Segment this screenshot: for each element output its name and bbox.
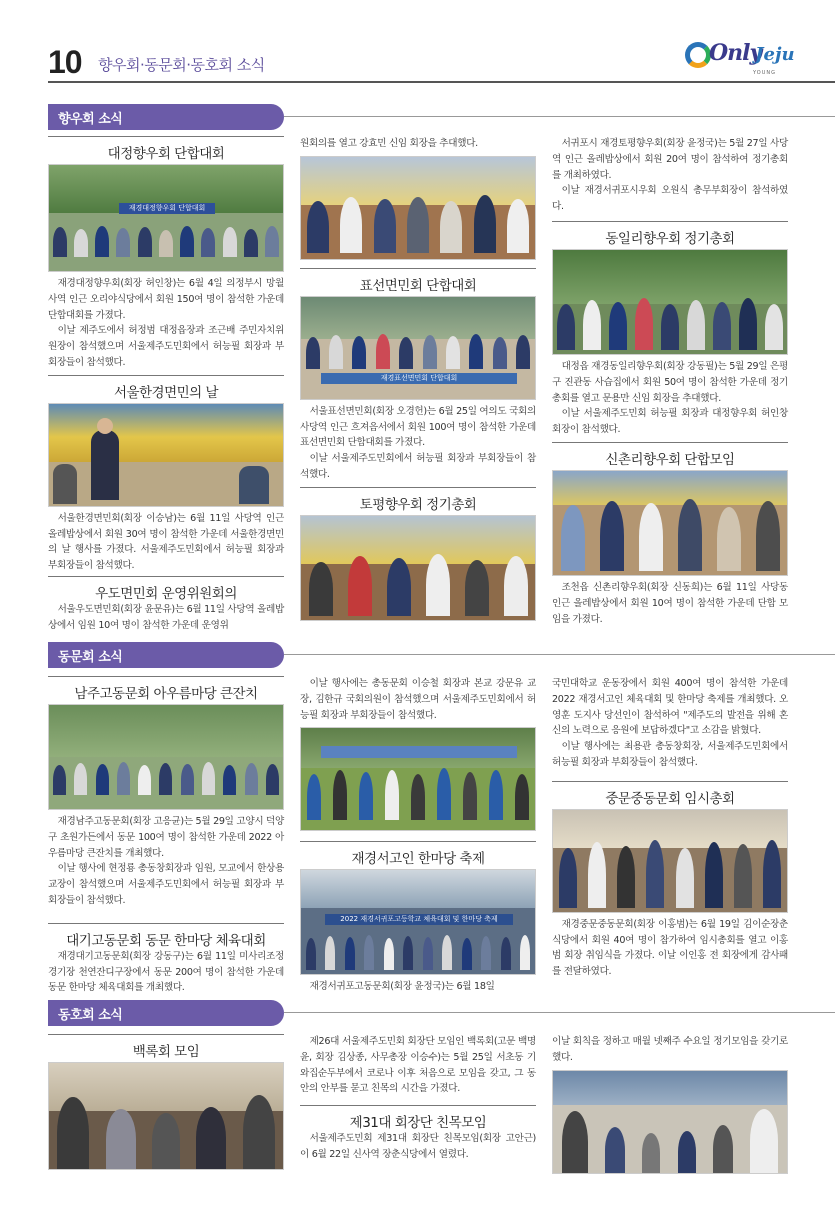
photo-sinchon <box>552 470 788 576</box>
photo-31st <box>552 1070 788 1174</box>
photo-dongil <box>552 249 788 355</box>
article-paragraph-cont: 이날 회칙을 정하고 매월 넷째주 수요일 정기모임을 갖기로 했다. <box>552 1036 788 1063</box>
photo-topyeong <box>300 515 536 621</box>
logo-sub: YOUNG <box>753 70 776 76</box>
article-paragraph: 서울우도면민회(회장 윤문유)는 6월 11일 사당역 올레밥상에서 임원 10여 명이 참석한 가운데 운영위 <box>48 603 284 631</box>
logo-mark-icon <box>685 42 711 68</box>
article-paragraph: 이날 행사에는 총동문회 이승철 회장과 본교 강문유 교장, 김한규 국회의원이 참석했으며 서울제주도민회에서 허능필 회장과 부회장들이 참석했다. <box>300 678 536 721</box>
article-paragraph: 조천읍 신촌리향우회(회장 신동희)는 6월 11일 사당동 인근 올레밥상에서 회원 10여 명이 참석한 가운데 단합 모임을 가졌다. <box>552 581 788 625</box>
article-title: 신촌리향우회 단합모임 <box>552 442 788 468</box>
dongho-col-2 <box>300 1034 536 1163</box>
page-title: 향우회·동문회·동호회 소식 <box>98 56 265 74</box>
hyangwoo-col-1 <box>48 136 284 634</box>
article-title: 서울한경면민의 날 <box>48 375 284 401</box>
article-paragraph: 서울제주도민회 제31대 회장단 친목모임(회장 고안근)이 6월 22일 신사역 장춘식당에서 열렸다. <box>300 1133 536 1160</box>
article-title: 백록회 모임 <box>48 1034 284 1060</box>
article-paragraph: 대정읍 재경동일리향우회(회장 강동필)는 5월 29일 은평구 진관동 사습집에서 회원 50여 명이 참석한 가운데 정기총회를 열고 문용만 신임 회장을 추대했다. <box>552 360 788 404</box>
photo-banner: 2022 재경서귀포고등학교 체육대회 및 한마당 축제 <box>325 914 513 925</box>
section-label: 향우회 소식 <box>58 112 123 127</box>
section-line <box>284 1012 835 1013</box>
article-title: 제31대 회장단 친목모임 <box>300 1105 536 1131</box>
photo-hangyeong <box>48 403 284 507</box>
photo-pyoseon <box>300 296 536 400</box>
photo-daegi <box>300 727 536 831</box>
photo-jungmun <box>552 809 788 913</box>
article-paragraph: 재경남주고동문회(회장 고응균)는 5월 29일 고양시 덕양구 초원가든에서 동문 100여 명이 참석한 가운데 2022 아우름마당 큰잔치를 개최했다. <box>48 816 284 859</box>
article-paragraph: 재경대정향우회(회장 허인창)는 6월 4일 의정부시 망월사역 인근 오리야식당에서 회원 150여 명이 참석한 가운데 단합대회를 가졌다. <box>48 278 284 321</box>
section-label: 동문회 소식 <box>58 650 123 665</box>
section-dongho <box>48 1000 835 1026</box>
article-title: 표선면민회 단합대회 <box>300 268 536 294</box>
photo-baekrok <box>48 1062 284 1170</box>
article-paragraph: 재경대기고동문회(회장 강동구)는 6월 11일 미사리조정경기장 천연잔디구장에서 동문 200여 명이 참석한 가운데 동문 한마당 체육대회를 개최했다. <box>48 950 284 994</box>
article-title: 대기고동문회 동문 한마당 체육대회 <box>48 923 284 949</box>
page-header <box>48 40 835 84</box>
dongmun-col-2 <box>300 676 536 995</box>
hyangwoo-col-3 <box>552 136 788 627</box>
photo-seogo <box>300 869 536 975</box>
header-rule <box>48 81 835 83</box>
article-paragraph: 이날 서울제주도민회에서 허능필 회장과 부회장들이 참석했다. <box>300 453 536 480</box>
photo-banner: 재경표선면민회 단합대회 <box>321 373 517 384</box>
article-title: 토평향우회 정기총회 <box>300 487 536 513</box>
section-dongmun <box>48 642 835 668</box>
article-title: 남주고동문회 아우름마당 큰잔치 <box>48 676 284 702</box>
article-paragraph: 제26대 서울제주도민회 회장단 모임인 백록회(고문 백명윤, 회장 김상종, 사무총장 이승수)는 5월 25일 서초동 기와집순두부에서 코로나 이후 처음으로 모임을 갖고, 그 동안의 안부를 묻고 친목의 시간을 가졌다. <box>300 1036 536 1095</box>
article-paragraph: 이날 행사에는 최용관 총동창회장, 서울제주도민회에서 허능필 회장과 부회장들이 참석했다. <box>552 741 788 768</box>
hyangwoo-col-2 <box>300 136 536 621</box>
article-paragraph: 이날 행사에 현정룡 총동창회장과 임원, 모교에서 한상용 교장이 참석했으며 서울제주도민회에서 허능필 회장과 부회장들이 참석했다. <box>48 863 284 906</box>
photo-daejeong <box>48 164 284 272</box>
article-paragraph: 서울한경면민회(회장 이승남)는 6월 11일 사당역 인근 올레밥상에서 회원 30여 명이 참석한 가운데 서울한경면민의 날 행사를 가졌다. 서울제주도민회에서 허능필 회장과 부회장들이 참석했다. <box>48 512 284 572</box>
article-paragraph: 재경중문중동문회(회장 이홍범)는 6월 19일 김이순장춘식당에서 회원 40여 명이 참가하여 임시총회를 열고 이홍범 회장 취임식을 가졌다. 이날 이인홍 전 회장에게 감사패를 전달하였다. <box>552 918 788 978</box>
photo-udo <box>300 156 536 260</box>
dongho-col-1 <box>48 1034 284 1170</box>
article-title: 동일리향우회 정기총회 <box>552 221 788 247</box>
article-paragraph: 이날 제주도에서 허정범 대정읍장과 조근배 주민자치위원장이 참석했으며 서울제주도민회에서 허능필 회장과 부회장들이 참석했다. <box>48 325 284 368</box>
article-title: 대정향우회 단합대회 <box>48 136 284 162</box>
article-title: 재경서고인 한마당 축제 <box>300 841 536 867</box>
article-paragraph: 이날 서울제주도민회 허능필 회장과 대정향우회 허인창 회장이 참석했다. <box>552 408 788 436</box>
article-paragraph: 서울표선면민회(회장 오경헌)는 6월 25일 여의도 국회의사당역 인근 흐져음서에서 회원 100여 명이 참석한 가운데 표선면민회 단합대회를 가졌다. <box>300 405 536 449</box>
section-label: 동호회 소식 <box>58 1008 123 1023</box>
section-line <box>284 116 835 117</box>
article-paragraph-cont: 국민대학교 운동장에서 회원 400여 명이 참석한 가운데 2022 재경서고인 체육대회 및 한마당 축제를 개최했다. 오영훈 도지사 당선인이 참석하여 "제주도의 발전을 위해 혼신의 노력으로 응원에 보답하겠다"고 소감을 밝혔다. <box>552 678 788 737</box>
article-title: 우도면민회 운영위원회의 <box>48 576 284 602</box>
article-paragraph: 재경서귀포고동문회(회장 윤정국)는 6월 18일 <box>309 981 495 993</box>
logo-only: Only <box>709 40 762 66</box>
dongho-col-3 <box>552 1034 788 1174</box>
photo-banner: 재경대정향우회 단합대회 <box>119 203 215 214</box>
only-jeju-logo <box>683 36 795 80</box>
page-number: 10 <box>48 44 82 80</box>
dongmun-col-1 <box>48 676 284 996</box>
article-paragraph: 이날 재경서귀포시우회 오원식 총무부회장이 참석하였다. <box>552 185 788 213</box>
article-paragraph-cont: 원회의를 열고 강효민 신임 회장을 추대했다. <box>300 138 478 149</box>
section-hyangwoo <box>48 104 835 130</box>
article-title: 중문중동문회 임시총회 <box>552 781 788 807</box>
dongmun-col-3 <box>552 676 788 980</box>
photo-namju <box>48 704 284 810</box>
section-line <box>284 654 835 655</box>
article-paragraph: 서귀포시 재경토평향우회(회장 윤정국)는 5월 27일 사당역 인근 올레밥상에서 회원 20여 명이 참석하여 정기총회를 개최하였다. <box>552 138 788 181</box>
logo-jeju: Jeju <box>755 44 795 65</box>
